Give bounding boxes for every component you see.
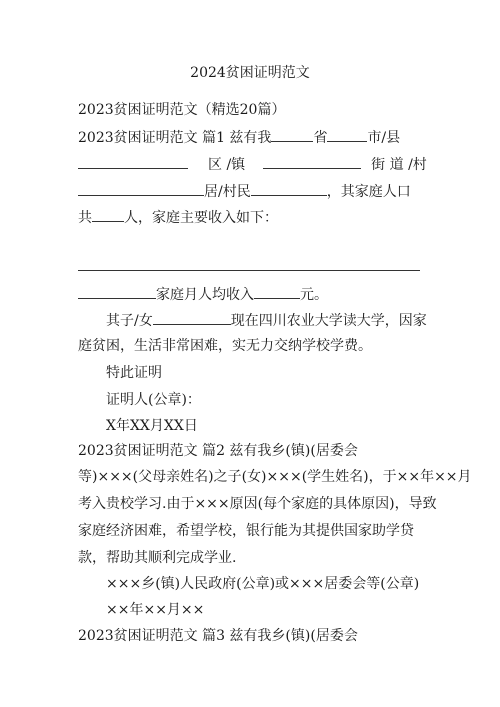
fill-blank: [271, 128, 313, 142]
p1-line9: 证明人(公章)：: [106, 392, 201, 408]
document-title: 2024贫困证明范文: [190, 65, 310, 81]
p1-line2-text: 区 /镇: [208, 157, 246, 173]
p2-line1: 2023贫困证明范文 篇2 兹有我乡(镇)(居委会: [78, 443, 358, 459]
p1-line4-text2: 人，家庭主要收入如下：: [124, 210, 278, 226]
p1-line5-text: 家庭月人均收入: [156, 287, 254, 303]
p1-line6-text: 其子/女: [106, 313, 153, 329]
fill-blank: [92, 208, 124, 222]
fill-blank: [78, 182, 204, 196]
p1-line2-text2: 街 道 /村: [371, 157, 427, 173]
p1-date: X年XX月XX日: [106, 418, 198, 434]
p1-line7: 庭贫困，生活非常困难，实无力交纳学校学费。: [78, 338, 372, 354]
p1-line3-text2: ，其家庭人口: [326, 184, 411, 200]
fill-blank: [254, 285, 300, 299]
income-fill-line: [78, 270, 420, 271]
p1-line8: 特此证明: [106, 365, 162, 381]
p3-line1: 2023贫困证明范文 篇3 兹有我乡(镇)(居委会: [78, 628, 358, 644]
document-subtitle: 2023贫困证明范文（精选20篇）: [78, 102, 286, 118]
p2-line5: 款，帮助其顺利完成学业.: [78, 550, 237, 566]
p1-line4: [78, 208, 278, 227]
p2-line6: ×××乡(镇)人民政府(公章)或×××居委会等(公章): [106, 576, 420, 592]
p1-line1-text: 2023贫困证明范文 篇1 兹有我: [78, 130, 272, 146]
fill-blank: [263, 155, 361, 169]
fill-blank: [251, 182, 327, 196]
p1-line5: [78, 285, 328, 304]
p1-line4-text: 共: [78, 210, 92, 226]
p1-line3: [78, 182, 411, 201]
p1-line2: [78, 155, 427, 174]
fill-blank: [327, 128, 367, 142]
p1-line3-text: 居/村民: [204, 184, 251, 200]
p1-line1-text2: 省: [313, 130, 328, 146]
p1-line5-text2: 元。: [300, 287, 328, 303]
p2-date: ××年××月××: [106, 602, 205, 618]
fill-blank: [78, 155, 188, 169]
p1-line1-text3: 市/县: [367, 130, 401, 146]
p2-line4: 家庭经济困难，希望学校，银行能为其提供国家助学贷: [78, 523, 414, 539]
p2-line3: 考入贵校学习.由于×××原因(每个家庭的具体原因)，导致: [78, 496, 437, 512]
p1-line1: [78, 128, 400, 147]
p2-line2: 等)×××(父母亲姓名)之子(女)×××(学生姓名)，于××年××月: [78, 469, 472, 485]
p1-line6-text2: 现在四川农业大学读大学，因家: [230, 313, 427, 329]
fill-blank: [153, 311, 231, 325]
fill-blank: [78, 285, 156, 299]
p1-line6: [78, 311, 427, 330]
